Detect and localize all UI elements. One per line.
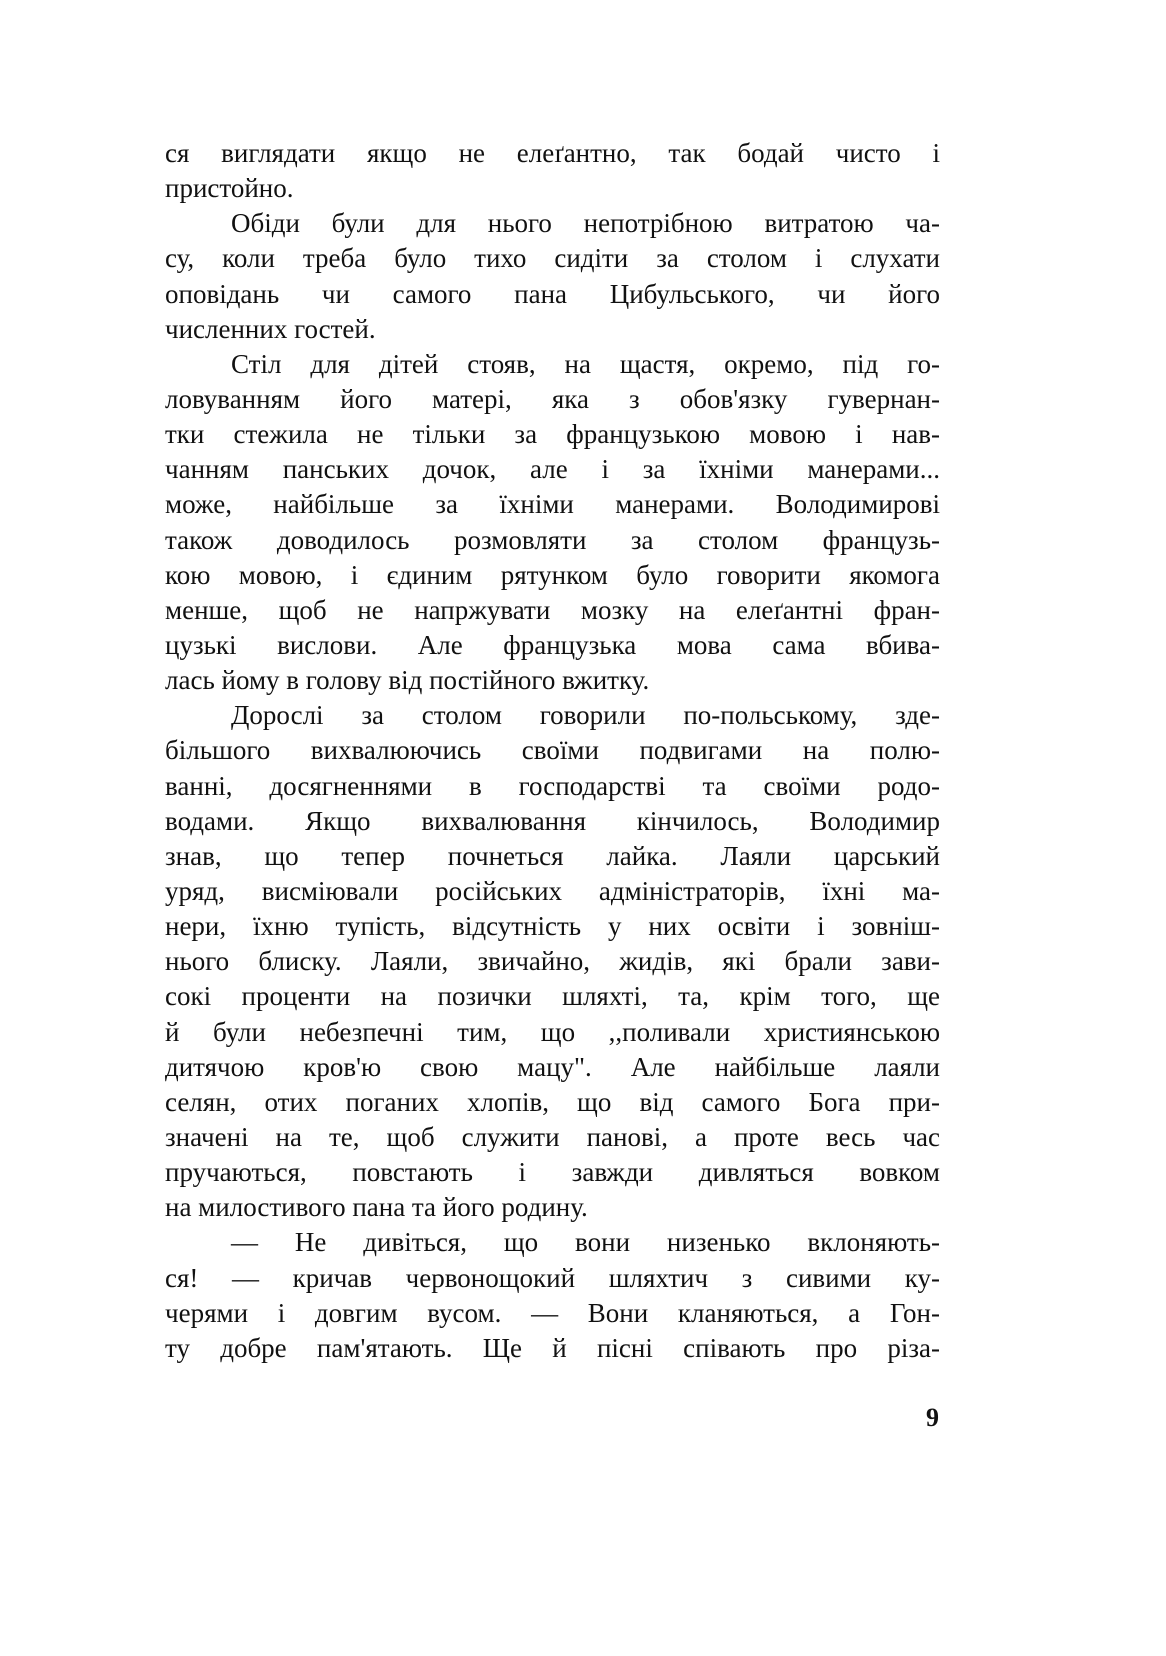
page-body xyxy=(165,136,940,1366)
text-line: ловуванням його матері, яка з обов'язку гувернан- xyxy=(165,383,940,414)
text-line: тки стежила не тільки за французькою мовою і нав- xyxy=(165,419,940,450)
text-line: також доводилось розмовляти за столом французь- xyxy=(165,524,940,555)
text-line: нери, їхню тупість, відсутність у них освіти і зовніш- xyxy=(165,911,940,942)
text-line: оповідань чи самого пана Цибульського, чи його xyxy=(165,278,940,309)
text-line: значені на те, щоб служити панові, а проте весь час xyxy=(165,1121,940,1152)
text-line: ванні, досягненнями в господарстві та своїми родо- xyxy=(165,770,940,801)
text-line: селян, отих поганих хлопів, що від самого Бога при- xyxy=(165,1086,940,1117)
text-line: Стіл для дітей стояв, на щастя, окремо, під го- xyxy=(231,348,940,379)
text-line: більшого вихвалюючись своїми подвигами на полю- xyxy=(165,735,940,766)
text-line: чанням панських дочок, але і за їхніми манерами... xyxy=(165,454,940,485)
text-line: нього блиску. Лаяли, звичайно, жидів, які брали зави- xyxy=(165,946,940,977)
text-line: на милостивого пана та його родину. xyxy=(165,1192,588,1223)
text-line: пручаються, повстають і завжди дивляться вовком xyxy=(165,1157,940,1188)
text-line: уряд, висміювали російських адміністраторів, їхні ма- xyxy=(165,875,940,906)
text-line: су, коли треба було тихо сидіти за столом і слухати xyxy=(165,243,940,274)
text-line: пристойно. xyxy=(165,173,294,204)
text-line: численних гостей. xyxy=(165,313,376,344)
text-line: менше, щоб не напржувати мозку на елеґантні фран- xyxy=(165,594,940,625)
text-line: — Не дивіться, що вони низенько вклоняють- xyxy=(231,1227,940,1258)
text-line: може, найбільше за їхніми манерами. Володимирові xyxy=(165,489,940,520)
text-line: цузькі вислови. Але французька мова сама вбива- xyxy=(165,629,940,660)
text-line: кою мовою, і єдиним рятунком було говорити якомога xyxy=(165,559,940,590)
text-line: знав, що тепер почнеться лайка. Лаяли царський xyxy=(165,840,940,871)
text-line: ся! — кричав червонощокий шляхтич з сивими ку- xyxy=(165,1262,940,1293)
text-line: черями і довгим вусом. — Вони кланяються, а Гон- xyxy=(165,1297,940,1328)
text-line: Обіди були для нього непотрібною витратою ча- xyxy=(231,208,940,239)
text-line: ту добре пам'ятають. Ще й пісні співають про різа- xyxy=(165,1332,940,1363)
text-line: сокі проценти на позички шляхті, та, крім того, ще xyxy=(165,981,940,1012)
text-line: ся виглядати якщо не елеґантно, так бодай чисто і xyxy=(165,138,940,168)
text-line: Дорослі за столом говорили по-польському, зде- xyxy=(231,700,940,731)
text-line: водами. Якщо вихвалювання кінчилось, Володимир xyxy=(165,805,940,836)
text-line: й були небезпечні тим, що ,,поливали християнською xyxy=(165,1016,940,1047)
page-number: 9 xyxy=(926,1403,939,1432)
text-line: дитячою кров'ю свою мацу". Але найбільше лаяли xyxy=(165,1051,940,1082)
text-line: лась йому в голову від постійного вжитку. xyxy=(165,665,650,696)
